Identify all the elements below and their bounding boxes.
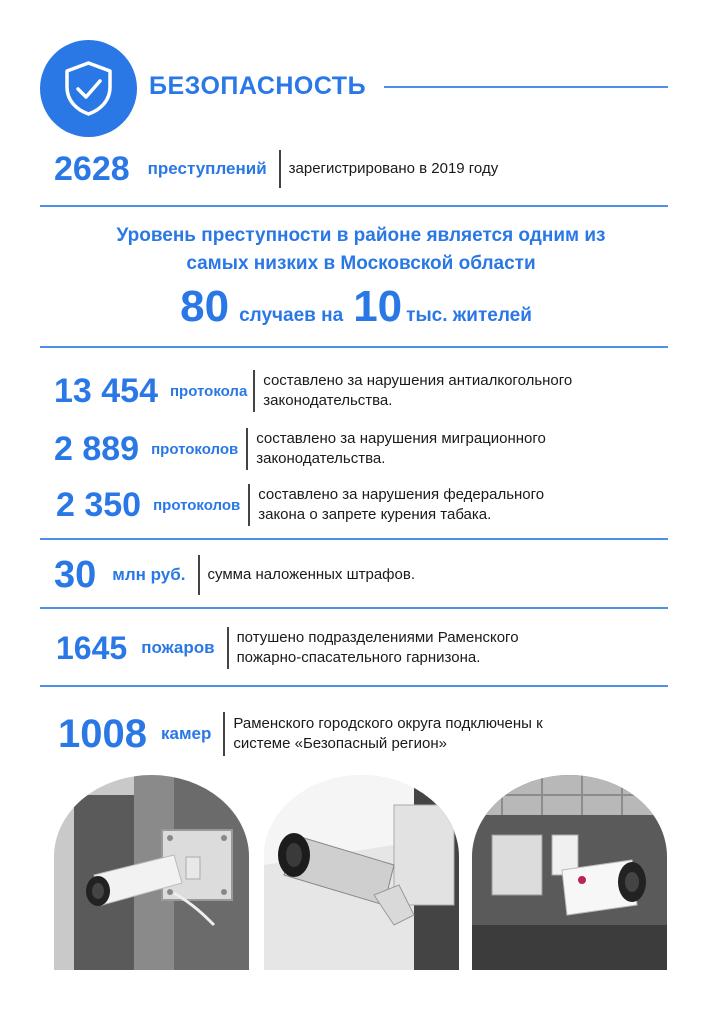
crimes-row [54,150,498,188]
cameras-row [58,712,543,756]
cameras-desc-line1: Раменского городского округа подключены к [233,715,543,732]
per-value: 10 [353,282,403,331]
separator [253,370,255,412]
fires-row [56,627,519,669]
separator [227,627,229,669]
protocol-desc-line1: составлено за нарушения антиалкогольного [263,372,573,389]
cases-value: 80 [180,282,230,331]
protocol-desc-line2: закона о запрете курения табака. [258,506,492,523]
page-title: БЕЗОПАСНОСТЬ [149,72,367,100]
protocol-row [54,428,546,470]
header-divider [384,86,668,88]
protocol-desc-line2: законодательства. [256,450,386,467]
protocol-unit: протоколов [151,440,239,458]
shield-check-icon [63,60,114,117]
fines-unit: млн руб. [112,565,186,584]
cameras-desc-line2: системе «Безопасный регион» [233,735,447,752]
cameras-value: 1008 [58,712,147,756]
protocol-unit: протокола [170,382,248,400]
protocol-desc-line2: законодательства. [263,392,393,409]
fires-unit: пожаров [141,638,215,657]
fires-desc-line2: пожарно-спасательного гарнизона. [236,649,481,666]
fires-description [237,628,519,668]
separator [223,712,225,756]
fires-desc-line1: потушено подразделениями Раменского [236,629,519,646]
protocol-desc-line1: составлено за нарушения миграционного [256,430,546,447]
crime-level-line1: Уровень преступности в районе является одним из [116,225,606,246]
crimes-description: зарегистрировано в 2019 году [288,160,499,177]
camera-photo-3 [472,775,667,970]
protocol-description [263,371,572,411]
fires-value: 1645 [56,630,128,666]
crime-level-text [0,222,722,278]
protocol-value: 13 454 [54,372,158,410]
fines-value: 30 [54,554,97,596]
per-label: тыс. жителей [406,305,532,326]
fines-row [54,555,415,595]
protocol-row [54,370,572,412]
protocol-row [56,484,544,526]
section-divider [40,346,668,348]
protocol-desc-line1: составлено за нарушения федерального [258,486,545,503]
shield-badge [40,40,137,137]
protocol-value: 2 350 [56,486,142,524]
section-divider [40,685,668,687]
separator [248,484,250,526]
cameras-description [233,714,542,754]
section-divider [40,538,668,540]
fines-description: сумма наложенных штрафов. [207,566,415,583]
separator [198,555,200,595]
camera-photo-1 [54,775,249,970]
cases-label: случаев на [239,305,344,326]
protocol-value: 2 889 [54,430,140,468]
crime-level-line2: самых низких в Московской области [186,253,536,274]
crimes-value: 2628 [54,150,130,188]
crime-rate [0,282,722,332]
camera-photo-2 [264,775,459,970]
cameras-unit: камер [160,724,212,743]
section-divider [40,607,668,609]
protocol-unit: протоколов [153,496,241,514]
protocol-description [256,429,546,469]
section-divider [40,205,668,207]
separator [279,150,281,188]
protocol-description [258,485,544,525]
crimes-unit: преступлений [147,159,267,178]
separator [246,428,248,470]
